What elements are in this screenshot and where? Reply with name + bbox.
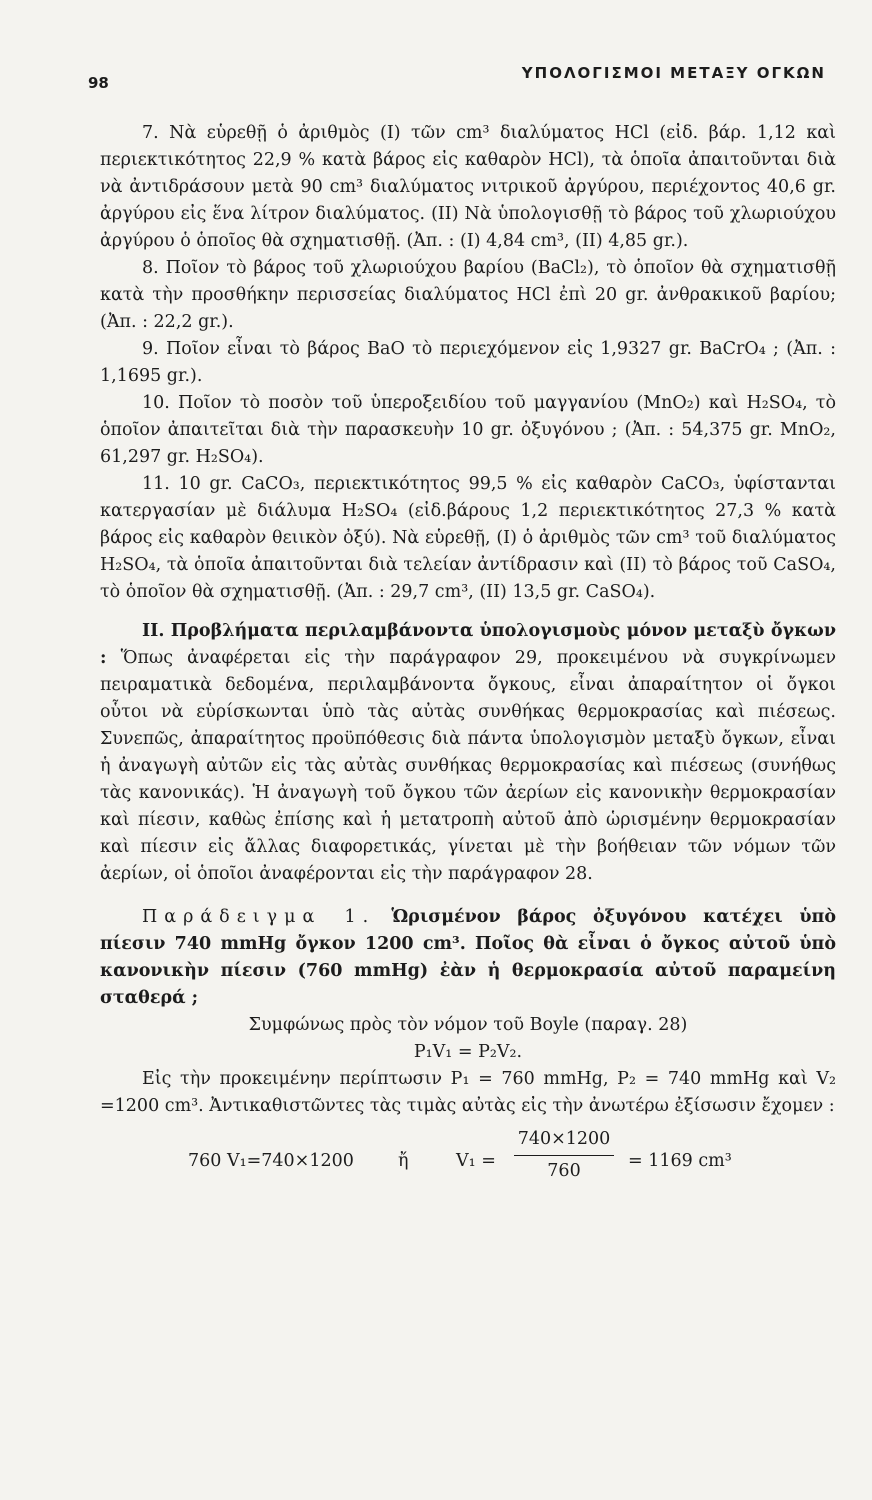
example-1	[100, 904, 836, 1012]
page-header	[88, 64, 826, 94]
boyle-law-equation: P₁V₁ = P₂V₂.	[413, 1042, 523, 1062]
problem-8: 8. Ποῖον τὸ βάρος τοῦ χλωριούχου βαρίου (BaCl₂), τὸ ὁποῖον θὰ σχηματισθῇ κατὰ τὴν προσθήκην περισσείας διαλύματος HCl ἐπὶ 20 gr. ἀνθρακικοῦ βαρίου; (Ἀπ. : 22,2 gr.).	[100, 258, 836, 332]
problem-9: 9. Ποῖον εἶναι τὸ βάρος BaO τὸ περιεχόμενον εἰς 1,9327 gr. BaCrO₄ ; (Ἀπ. : 1,1695 gr.).	[100, 339, 836, 386]
problem-7: 7. Νὰ εὑρεθῇ ὁ ἀριθμὸς (I) τῶν cm³ διαλύματος HCl (εἰδ. βάρ. 1,12 καὶ περιεκτικότητος 22,9 % κατὰ βάρος εἰς καθαρὸν HCl), τὰ ὁποῖα ἀπαιτοῦνται διὰ νὰ ἀντιδράσουν μετὰ 90 cm³ διαλύματος νιτρικοῦ ἀργύρου, περιέχοντος 40,6 gr. ἀργύρου εἰς ἕνα λίτρον διαλύματος. (II) Νὰ ὑπολογισθῇ τὸ βάρος τοῦ χλωριούχου ἀργύρου ὁ ὁποῖος θὰ σχηματισθῇ. (Ἀπ. : (I) 4,84 cm³, (II) 4,85 gr.).	[100, 123, 836, 251]
fraction-numerator: 740×1200	[514, 1126, 614, 1156]
final-equation	[100, 1126, 836, 1196]
equation-or: ἤ	[398, 1151, 409, 1171]
example-label: Παράδειγμα 1.	[142, 907, 376, 927]
page-number: 98	[88, 74, 109, 92]
boyle-law-line: Συμφώνως πρὸς τὸν νόμον τοῦ Boyle (παραγ. 28)	[248, 1015, 688, 1035]
problem-11: 11. 10 gr. CaCO₃, περιεκτικότητος 99,5 % εἰς καθαρὸν CaCO₃, ὑφίστανται κατεργασίαν μὲ διάλυμα H₂SO₄ (εἰδ.βάρους 1,2 περιεκτικότητος 27,3 % κατὰ βάρος εἰς καθαρὸν θειικὸν ὀξύ). Νὰ εὑρεθῇ, (I) ὁ ἀριθμὸς τῶν cm³ τοῦ διαλύματος H₂SO₄, τὰ ὁποῖα ἀπαιτοῦνται διὰ τελείαν ἀντίδρασιν καὶ (II) τὸ βάρος τοῦ CaSO₄, τὸ ὁποῖον θὰ σχηματισθῇ. (Ἀπ. : 29,7 cm³, (II) 13,5 gr. CaSO₄).	[100, 474, 836, 602]
section-heading: II. Προβλήματα περιλαμβάνοντα ὑπολογισμοὺς μόνον μεταξὺ ὄγκων :	[100, 621, 836, 668]
equation-v1: V₁ =	[456, 1151, 496, 1171]
fraction-denominator: 760	[547, 1161, 581, 1181]
section-ii	[100, 618, 836, 888]
section-text: Ὅπως ἀναφέρεται εἰς τὴν παράγραφον 29, προκειμένου νὰ συγκρίνωμεν πειραματικὰ δεδομένα, περιλαμβάνοντα ὄγκους, εἶναι ἀπαραίτητον οἱ ὄγκοι οὗτοι νὰ εὑρίσκωνται ὑπὸ τὰς αὐτὰς συνθήκας θερμοκρασίας καὶ πιέσεως. Συνεπῶς, ἀπαραίτητος προϋπόθεσις διὰ πάντα ὑπολογισμὸν μεταξὺ ὄγκων, εἶναι ἡ ἀναγωγὴ αὐτῶν εἰς τὰς αὐτὰς συνθήκας θερμοκρασίας καὶ πιέσεως (συνήθως τὰς κανονικάς). Ἡ ἀναγωγὴ τοῦ ὄγκου τῶν ἀερίων εἰς κανονικὴν θερμοκρασίαν καὶ πίεσιν, καθὼς ἐπίσης καὶ ἡ μετατροπὴ αὐτοῦ ἀπὸ ὡρισμένην θερμοκρασίαν καὶ πίεσιν εἰς ἄλλας διαφορετικάς, γίνεται μὲ τὴν βοήθειαν τῶν νόμων τῶν ἀερίων, οἱ ὁποῖοι ἀναφέρονται εἰς τὴν παράγραφον 28.	[100, 648, 836, 884]
given-values: Εἰς τὴν προκειμένην περίπτωσιν P₁ = 760 mmHg, P₂ = 740 mmHg καὶ V₂ =1200 cm³. Ἀντικαθιστῶντες τὰς τιμὰς αὐτὰς εἰς τὴν ἀνωτέρω ἐξίσωσιν ἔχομεν :	[100, 1069, 836, 1116]
equation-fraction	[514, 1126, 614, 1185]
problem-10: 10. Ποῖον τὸ ποσὸν τοῦ ὑπεροξειδίου τοῦ μαγγανίου (MnO₂) καὶ H₂SO₄, τὸ ὁποῖον ἀπαιτεῖται διὰ τὴν παρασκευὴν 10 gr. ὀξυγόνου ; (Ἀπ. : 54,375 gr. MnO₂, 61,297 gr. H₂SO₄).	[100, 393, 836, 467]
example-question: Ὡρισμένον βάρος ὀξυγόνου κατέχει ὑπὸ πίεσιν 740 mmHg ὄγκον 1200 cm³. Ποῖος θὰ εἶναι ὁ ὄγκος αὐτοῦ ὑπὸ κανονικὴν πίεσιν (760 mmHg) ἐὰν ἡ θερμοκρασία αὐτοῦ παραμείνη σταθερά ;	[100, 907, 836, 1008]
equation-lhs: 760 V₁=740×1200	[188, 1151, 354, 1171]
page-body	[100, 120, 836, 1196]
equation-result: = 1169 cm³	[628, 1151, 732, 1171]
running-title: ΥΠΟΛΟΓΙΣΜΟΙ ΜΕΤΑΞΥ ΟΓΚΩΝ	[521, 64, 826, 82]
